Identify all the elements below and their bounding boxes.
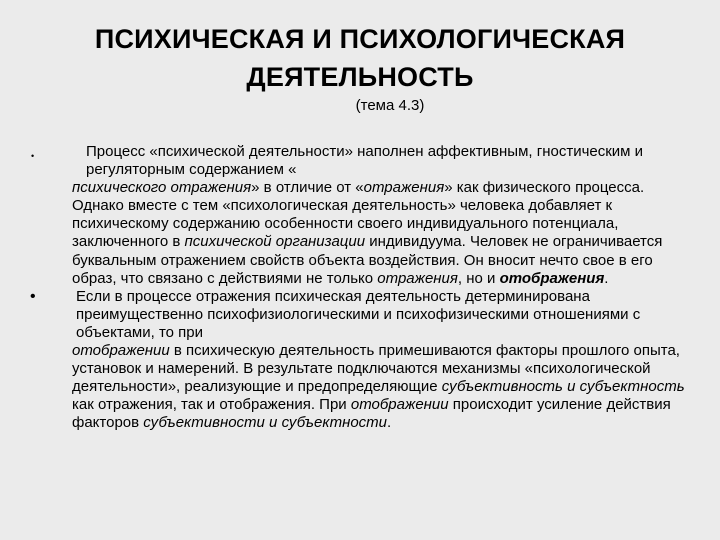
- text-run: в психическую деятельность примешиваются факторы прошлого опыта, установок и намерений. В результате подключаются механизмы «психологической деятельности», реализующие и предопределяющие: [72, 342, 680, 396]
- title-line-2: ДЕЯТЕЛЬНОСТЬ: [246, 62, 474, 92]
- bullet-list: [30, 143, 685, 433]
- text-run: Процесс «психической деятельности» наполнен аффективным, гностическим и регуляторным содержанием «: [86, 143, 644, 179]
- slide-title: [20, 20, 700, 96]
- bullet-paragraph-1: [30, 143, 685, 288]
- text-run: » в отличие от «: [251, 179, 364, 197]
- bullet-marker: •: [31, 151, 35, 161]
- text-run: .: [387, 414, 392, 432]
- italic-term: субъективность и субъектность: [441, 378, 685, 396]
- text-run: индивидуума. Человек не ограничивается буквальным отражением свойств объекта воздействия. Он вносит нечто свое в его образ, что связано с действиями не только: [72, 233, 663, 287]
- text-run: как отражения, так и отображения. При: [72, 396, 351, 414]
- text-run: , но и: [457, 269, 500, 287]
- title-line-1: ПСИХИЧЕСКАЯ И ПСИХОЛОГИЧЕСКАЯ: [94, 24, 626, 54]
- bullet-marker: •: [30, 287, 36, 305]
- italic-term: психической организации: [184, 233, 366, 251]
- italic-term: отображении: [350, 396, 449, 414]
- bullet-paragraph-2: [30, 288, 685, 433]
- text-run: » как физического процесса. Однако вместе с тем «психологическая деятельность» человека добавляет к психическому содержанию особенности своего индивидуального потенциала, заключенного в: [72, 179, 645, 251]
- text-run: происходит усиление действия факторов: [72, 396, 671, 432]
- text-run: Если в процессе отражения психическая деятельность детерминирована преимущественно психофизиологическими и психофизическими отношениями с объектами, то при: [76, 287, 641, 341]
- italic-term: субъективности и субъектности: [143, 414, 388, 432]
- italic-term: отображении: [72, 342, 170, 360]
- italic-term: отражения: [363, 179, 445, 197]
- text-run: .: [604, 269, 609, 287]
- bold-italic-term: отображения: [499, 269, 605, 287]
- slide-subtitle: (тема 4.3): [355, 97, 425, 114]
- italic-term: психического отражения: [72, 179, 252, 197]
- italic-term: отражения: [377, 269, 458, 287]
